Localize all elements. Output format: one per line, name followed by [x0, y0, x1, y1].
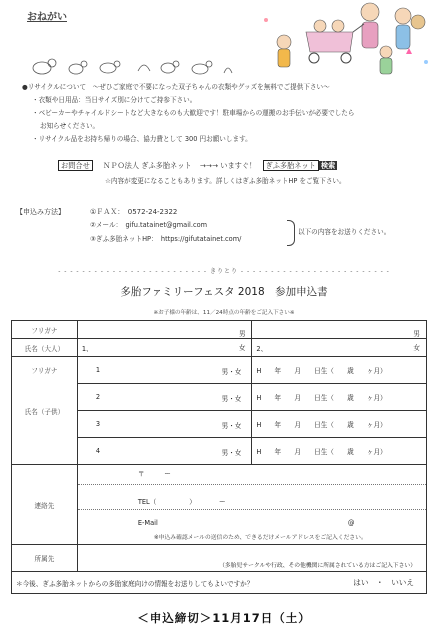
- consent-question: ＊今後、ぎふ多胎ネットからの多胎家庭向けの情報をお送りしてもよいですか？: [16, 579, 254, 588]
- adult-1-number: 1、: [81, 344, 93, 353]
- child-1-name-field[interactable]: [77, 357, 252, 384]
- inquiry-label: お問合せ: [58, 160, 93, 171]
- recycle-line-3: お知らせください。: [40, 122, 100, 130]
- search-box: ぎふ多胎ネット: [263, 160, 319, 171]
- affiliation-field[interactable]: （多胎児サークルや行政、その他機関に所属されている方はご記入下さい）: [77, 545, 426, 572]
- form-subnote: ※お子様の年齢は、11／24時点の年齢をご記入下さい※: [153, 310, 295, 316]
- child-2-number: 2: [95, 393, 101, 401]
- inquiry-note: ☆内容が変更になることもあります。詳しくはぎふ多胎ネットHP をご覧下さい。: [105, 177, 346, 185]
- application-form: [11, 320, 427, 594]
- postal-field[interactable]: 〒 ー: [137, 470, 171, 478]
- child-label-cell: [12, 357, 78, 465]
- child-4-gender[interactable]: 男・女: [221, 449, 242, 457]
- apply-brace: [287, 220, 295, 246]
- adult-2-male: 男: [413, 330, 420, 338]
- apply-fax: ①ＦＡＸ： 0572-24-2322: [90, 208, 178, 216]
- form-title: 多胎ファミリーフェスタ 2018 参加申込書: [120, 286, 328, 298]
- inquiry-org: ＮＰＯ法人 ぎふ多胎ネット: [103, 161, 192, 170]
- apply-label: 【申込み方法】: [16, 208, 65, 216]
- deadline: ＜申込締切＞11月17日（土）: [137, 611, 311, 625]
- consent-choice[interactable]: はい ・ いいえ: [353, 578, 414, 587]
- child-furigana-label: フリガナ: [31, 367, 58, 375]
- contact-label: 連絡先: [12, 465, 78, 545]
- adult-2-name-field[interactable]: [252, 339, 427, 357]
- apply-hp: ③ぎふ多胎ネットHP： https://gifutatainet.com/: [90, 235, 242, 243]
- child-1-birth-field[interactable]: H 年 月 日生（ 歳 ヶ月）: [252, 357, 427, 384]
- child-2-name-field[interactable]: [77, 384, 252, 411]
- child-2-birth-field[interactable]: H 年 月 日生（ 歳 ヶ月）: [252, 384, 427, 411]
- child-1-gender[interactable]: 男・女: [221, 368, 242, 376]
- child-3-gender[interactable]: 男・女: [221, 422, 242, 430]
- tel-field[interactable]: TEL（ ） ー: [137, 498, 226, 506]
- adult-2-female: 女: [413, 344, 420, 352]
- adult-1-furigana-field[interactable]: [77, 321, 252, 339]
- recycle-line-1: ・衣類や日用品：当日サイズ別に分けてご持参下さい。: [32, 96, 197, 104]
- apply-mail: ②メール： gifu.tatainet@gmail.com: [90, 221, 208, 229]
- child-3-name-field[interactable]: [77, 411, 252, 438]
- child-4-number: 4: [95, 447, 101, 455]
- cut-line: - - - - - - - - - - - - - - - - - - - - - - - - - きりとり - - - - - - - - - - - - - - - - - - - - - - - - -: [58, 268, 390, 275]
- animals-illustration: [28, 55, 238, 77]
- search-button: 検索: [320, 161, 336, 170]
- heading: おねがい: [27, 12, 67, 23]
- adult-1-male: 男: [238, 330, 246, 338]
- consent-row: [12, 572, 427, 594]
- recycle-line-4: ・リサイクル品をお持ち帰りの場合、協力費として 300 円お願いします。: [32, 135, 252, 143]
- adult-2-furigana-field[interactable]: [252, 321, 427, 339]
- inquiry-arrow: →→→ いますぐ！: [199, 161, 257, 170]
- affiliation-label: 所属先: [12, 545, 78, 572]
- contact-cell: [77, 465, 426, 545]
- email-note: ※申込み確認メールの送信のため、できるだけメールアドレスをご記入ください。: [153, 535, 367, 541]
- child-4-name-field[interactable]: [77, 438, 252, 465]
- child-3-number: 3: [95, 420, 101, 428]
- child-4-birth-field[interactable]: H 年 月 日生（ 歳 ヶ月）: [252, 438, 427, 465]
- furigana-label: フリガナ: [12, 321, 78, 339]
- child-name-label: 氏名（子供）: [24, 407, 65, 416]
- inquiry-line: [58, 162, 337, 171]
- adult-2-number: 2、: [256, 344, 268, 353]
- adult-1-female: 女: [238, 344, 246, 352]
- child-1-number: 1: [95, 366, 101, 374]
- recycle-line-2: ・ベビーカーやチャイルドシートなど大きなものも大歓迎です！駐車場からの運搬のお手伝いが必要でしたら: [32, 109, 355, 117]
- child-2-gender[interactable]: 男・女: [221, 395, 242, 403]
- recycle-intro: ●リサイクルについて ～ぜひご家庭で不要になった双子ちゃんの衣類やグッズを無料でご提供下さい～: [22, 83, 330, 91]
- apply-send-note: 以下の内容をお送りください。: [298, 228, 391, 236]
- adult-name-label: 氏名（大人）: [12, 339, 78, 357]
- adult-1-name-field[interactable]: [77, 339, 252, 357]
- email-field[interactable]: [138, 529, 448, 530]
- child-3-birth-field[interactable]: H 年 月 日生（ 歳 ヶ月）: [252, 411, 427, 438]
- email-at: @: [347, 519, 355, 527]
- family-illustration: [258, 2, 433, 80]
- email-label: E-Mail: [137, 519, 158, 527]
